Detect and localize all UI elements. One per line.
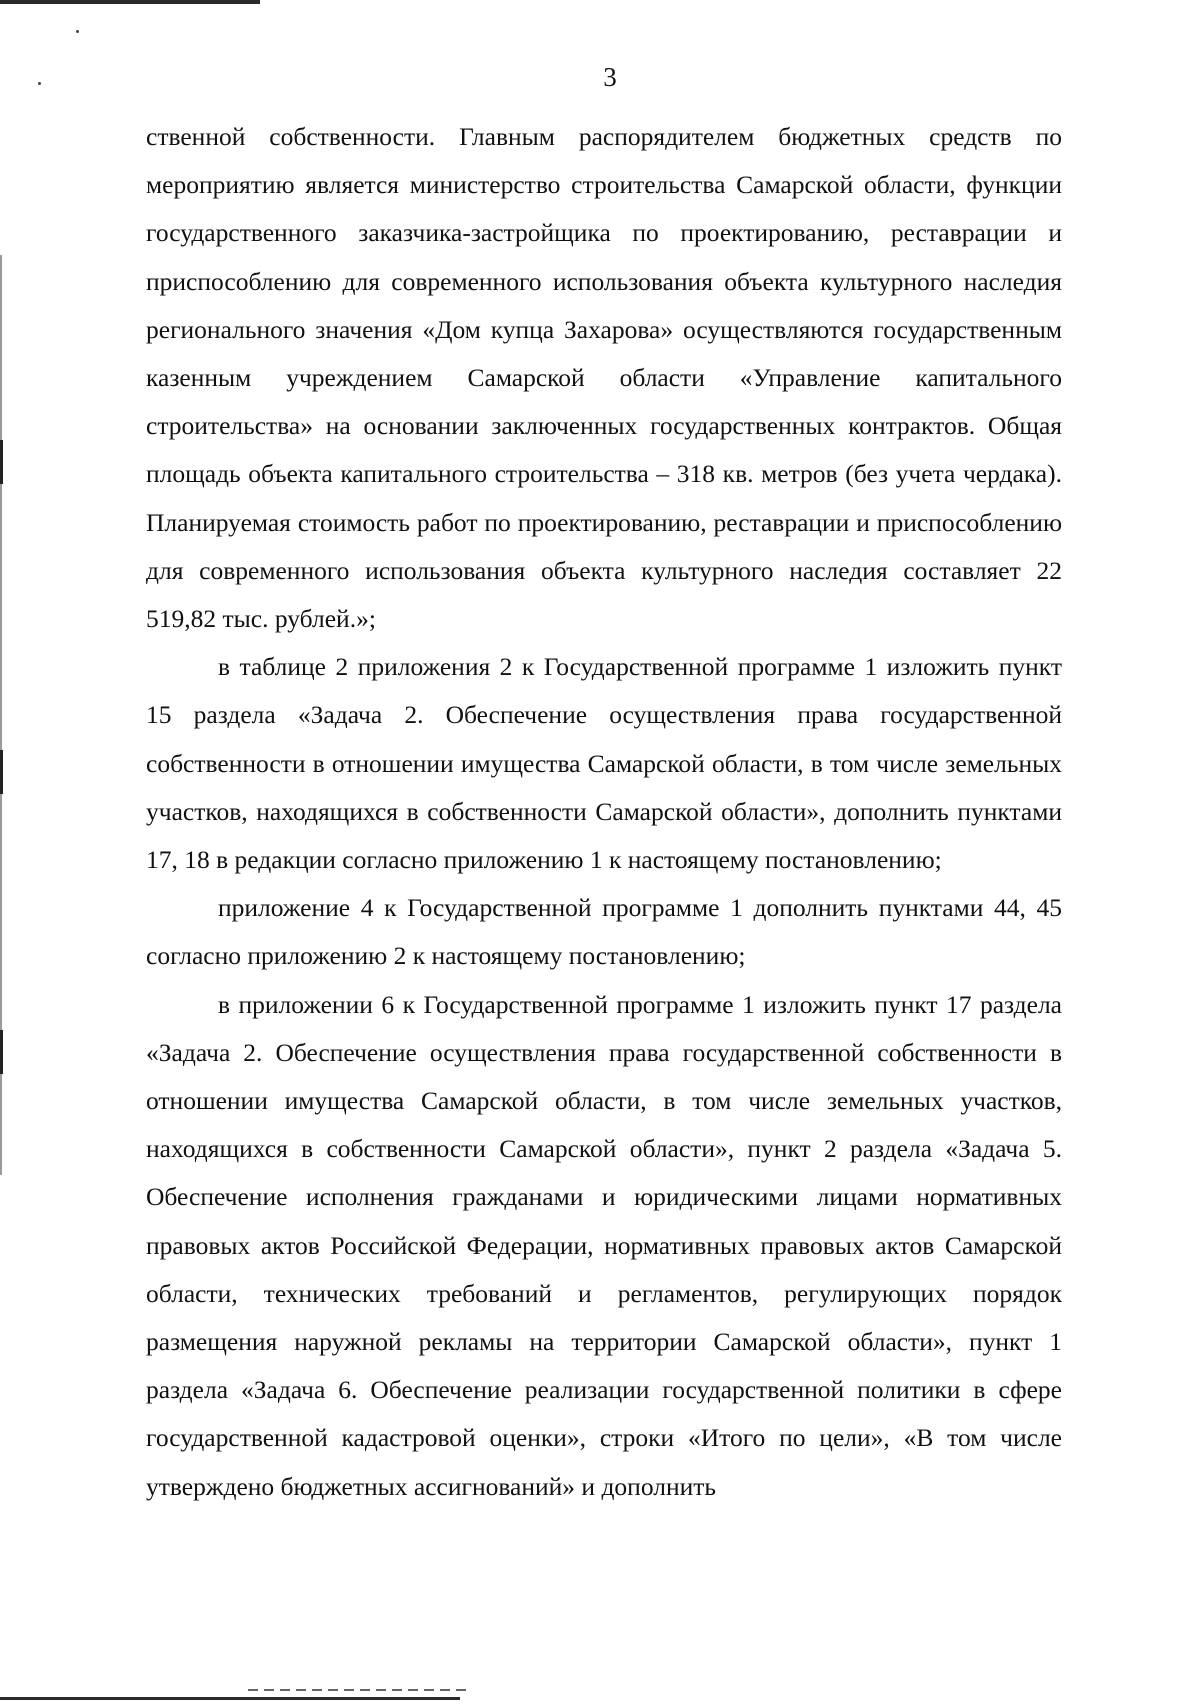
scan-border-top <box>0 0 260 4</box>
scan-speck <box>76 30 79 33</box>
paragraph-continuation: ственной собственности. Главным распорядителем бюджетных средств по мероприятию является министерство строительства Самарской области, функции государственного заказчика-застройщика по проектированию, реставрации и приспособлению для современного использования объекта культурного наследия регионального значения «Дом купца Захарова» осуществляются государственным казенным учреждением Самарской области «Управление капитального строительства» на основании заключенных государственных контрактов. Общая площадь объекта капитального строительства – 318 кв. метров (без учета чердака). Планируемая стоимость работ по проектированию, реставрации и приспособлению для современного использования объекта культурного наследия составляет 22 519,82 тыс. рублей.»; <box>146 122 1062 634</box>
page-number: 3 <box>603 62 617 92</box>
scan-edge-mark <box>0 440 3 484</box>
document-body <box>146 113 1062 1511</box>
scan-noise-bottom <box>248 1689 468 1691</box>
scan-edge-mark <box>0 1030 3 1074</box>
paragraph-table-2-amendment: в таблице 2 приложения 2 к Государственной программе 1 изложить пункт 15 раздела «Задача 2. Обеспечение осуществления права государственной собственности в отношении имущества Самарской области, в том числе земельных участков, находящихся в собственности Самарской области», дополнить пунктами 17, 18 в редакции согласно приложению 1 к настоящему постановлению; <box>146 652 1062 875</box>
scan-border-bottom <box>0 1697 460 1700</box>
scan-speck <box>38 82 41 85</box>
scan-edge-mark <box>0 750 3 794</box>
paragraph-appendix-6-amendment: в приложении 6 к Государственной программе 1 изложить пункт 17 раздела «Задача 2. Обеспечение осуществления права государственной собственности в отношении имущества Самарской области, в том числе земельных участков, находящихся в собственности Самарской области», пункт 2 раздела «Задача 5. Обеспечение исполнения гражданами и юридическими лицами нормативных правовых актов Российской Федерации, нормативных правовых актов Самарской области, технических требований и регламентов, регулирующих порядок размещения наружной рекламы на территории Самарской области», пункт 1 раздела «Задача 6. Обеспечение реализации государственной политики в сфере государственной кадастровой оценки», строки «Итого по цели», «В том числе утверждено бюджетных ассигнований» и дополнить <box>146 989 1062 1501</box>
paragraph-appendix-4-amendment: приложение 4 к Государственной программе 1 дополнить пунктами 44, 45 согласно приложению 2 к настоящему постановлению; <box>146 893 1062 971</box>
